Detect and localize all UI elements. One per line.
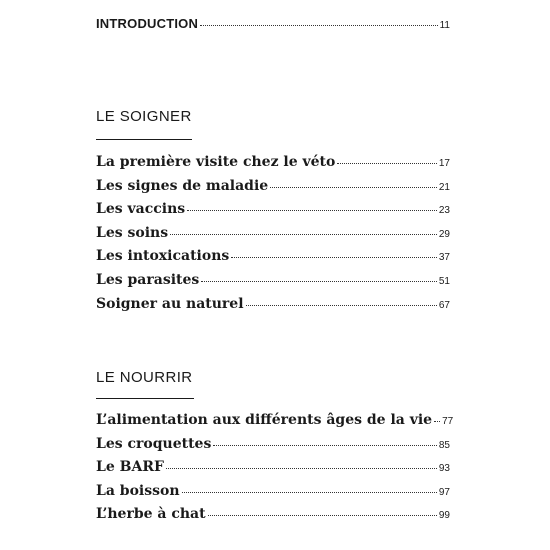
toc-entry [96,412,454,436]
toc-entry-page: 17 [438,158,450,169]
dot-leader [337,163,437,164]
toc-entry-page: 11 [439,20,450,31]
dot-leader [182,492,437,493]
toc-entry [96,248,450,272]
toc-entry-title: Les intoxications [96,248,230,265]
dot-leader [200,25,438,26]
toc-entry-title: L’alimentation aux différents âges de la vie [96,412,433,428]
toc-entry [96,225,450,249]
toc-entry-title: Le BARF [96,459,164,476]
toc-entry [96,178,450,202]
dot-leader [208,515,437,516]
toc-entry-title: L’herbe à chat [96,506,206,523]
toc-entry-page: 37 [438,252,450,264]
dot-leader [270,187,437,188]
toc-entry-page: 51 [438,275,450,287]
toc-entry-page: 77 [442,416,454,427]
toc-entry [96,154,450,178]
toc-entry-page: 99 [438,510,450,522]
dot-leader [231,257,437,258]
dot-leader [201,281,437,282]
dot-leader [213,445,437,446]
toc-entry-page: 29 [438,228,450,240]
toc-entry-title: Les signes de maladie [96,177,269,194]
toc-entry [96,436,450,460]
toc-entry [96,506,450,530]
toc-entry-title: INTRODUCTION [96,16,199,31]
toc-entry-introduction [96,16,450,31]
toc-entry-page: 21 [438,181,450,193]
toc-entry-title: Les vaccins [96,201,186,218]
toc-entry-page: 93 [438,463,450,475]
dot-leader [170,234,437,235]
toc-entry-page: 67 [438,299,450,311]
toc-entry-page: 97 [438,486,450,498]
toc-entry-page: 85 [438,439,450,451]
section-heading-le-nourrir: LE NOURRIR [96,369,193,386]
section-entries-le-nourrir [96,412,454,530]
dot-leader [166,468,437,469]
toc-entry [96,296,450,320]
toc-entry-title: La première visite chez le véto [96,154,336,170]
dot-leader [187,210,437,211]
toc-entry-title: La boisson [96,482,180,499]
toc-entry-title: Les soins [96,224,169,241]
section-underline [96,398,194,399]
toc-entry-page: 23 [438,205,450,217]
toc-entry [96,272,450,296]
section-entries-le-soigner [96,154,450,319]
toc-entry [96,201,450,225]
dot-leader [246,305,437,306]
toc-entry-title: Les parasites [96,271,200,288]
toc-entry-title: Les croquettes [96,435,212,452]
section-underline [96,139,192,140]
dot-leader [434,421,440,422]
section-heading-le-soigner: LE SOIGNER [96,108,192,125]
toc-entry-title: Soigner au naturel [96,295,244,312]
toc-entry [96,459,450,483]
toc-entry [96,483,450,507]
